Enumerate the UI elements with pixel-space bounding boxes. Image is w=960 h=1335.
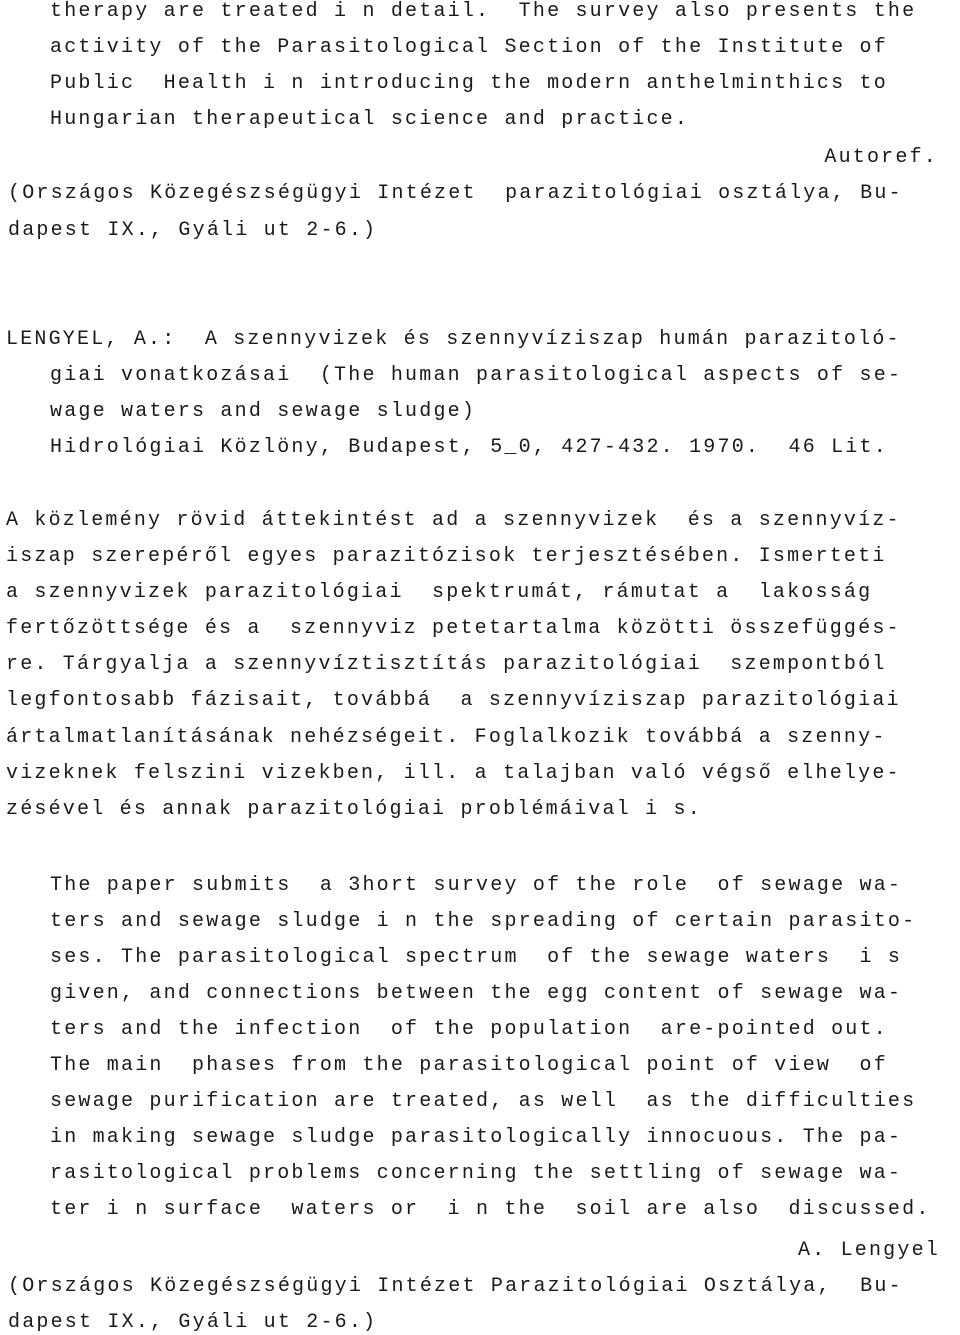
english-abstract-line: The paper submits a 3hort survey of the role of sewage wa- <box>50 874 903 897</box>
english-abstract-line: ters and sewage sludge i n the spreading of certain parasito- <box>50 910 917 933</box>
hungarian-abstract-line: vizeknek felszini vizekben, ill. a talajban való végső elhelye- <box>6 762 901 785</box>
english-abstract-line: given, and connections between the egg content of sewage wa- <box>50 982 903 1005</box>
entry-affiliation-line: (Országos Közegészségügyi Intézet Parazitológiai Osztálya, Bu- <box>8 1275 903 1298</box>
hungarian-abstract-line: iszap szerepéről egyes parazitózisok terjesztésében. Ismerteti <box>6 545 887 568</box>
entry-affiliation-line: dapest IX., Gyáli ut 2-6.) <box>8 1311 378 1334</box>
english-abstract-line: The main phases from the parasitological point of view of <box>50 1054 888 1077</box>
prev-abstract-line: therapy are treated i n detail. The survey also presents the <box>50 0 917 23</box>
hungarian-abstract-line: a szennyvizek parazitológiai spektrumát, rámutat a lakosság <box>6 581 873 604</box>
citation-line: wage waters and sewage sludge) <box>50 400 477 423</box>
prev-abstract-line: Hungarian therapeutical science and practice. <box>50 108 690 131</box>
english-abstract-line: in making sewage sludge parasitologically innocuous. The pa- <box>50 1126 903 1149</box>
english-abstract-line: ters and the infection of the population are-pointed out. <box>50 1018 888 1041</box>
citation-line: giai vonatkozásai (The human parasitological aspects of se- <box>50 364 903 387</box>
hungarian-abstract-line: fertőzöttsége és a szennyviz petetartalma közötti összefüggés- <box>6 617 901 640</box>
english-abstract-line: rasitological problems concerning the settling of sewage wa- <box>50 1162 903 1185</box>
hungarian-abstract-line: ártalmatlanításának nehézségeit. Foglalkozik továbbá a szenny- <box>6 726 887 749</box>
hungarian-abstract-line: A közlemény rövid áttekintést ad a szennyvizek és a szennyvíz- <box>6 509 901 532</box>
hungarian-abstract-line: re. Tárgyalja a szennyvíztisztítás parazitológiai szempontból <box>6 653 887 676</box>
english-abstract-line: ter i n surface waters or i n the soil are also discussed. <box>50 1198 931 1221</box>
prev-affiliation-line: dapest IX., Gyáli ut 2-6.) <box>8 219 378 242</box>
hungarian-abstract-line: legfontosabb fázisait, továbbá a szennyvíziszap parazitológiai <box>6 689 901 712</box>
citation-line: Hidrológiai Közlöny, Budapest, 5_0, 427-432. 1970. 46 Lit. <box>50 436 888 459</box>
prev-affiliation-line: (Országos Közegészségügyi Intézet parazitológiai osztálya, Bu- <box>8 182 903 205</box>
prev-abstract-line: Public Health i n introducing the modern anthelminthics to <box>50 72 888 95</box>
english-abstract-line: ses. The parasitological spectrum of the sewage waters i s <box>50 946 903 969</box>
english-abstract-line: sewage purification are treated, as well as the difficulties <box>50 1090 917 1113</box>
hungarian-abstract-line: zésével és annak parazitológiai problémáival i s. <box>6 798 702 821</box>
prev-abstract-line: activity of the Parasitological Section of the Institute of <box>50 36 888 59</box>
prev-abstract-signature: Autoref. <box>824 146 938 169</box>
citation-line: LENGYEL, A.: A szennyvizek és szennyvíziszap humán parazitoló- <box>6 328 901 351</box>
entry-signature: A. Lengyel <box>797 1239 940 1262</box>
